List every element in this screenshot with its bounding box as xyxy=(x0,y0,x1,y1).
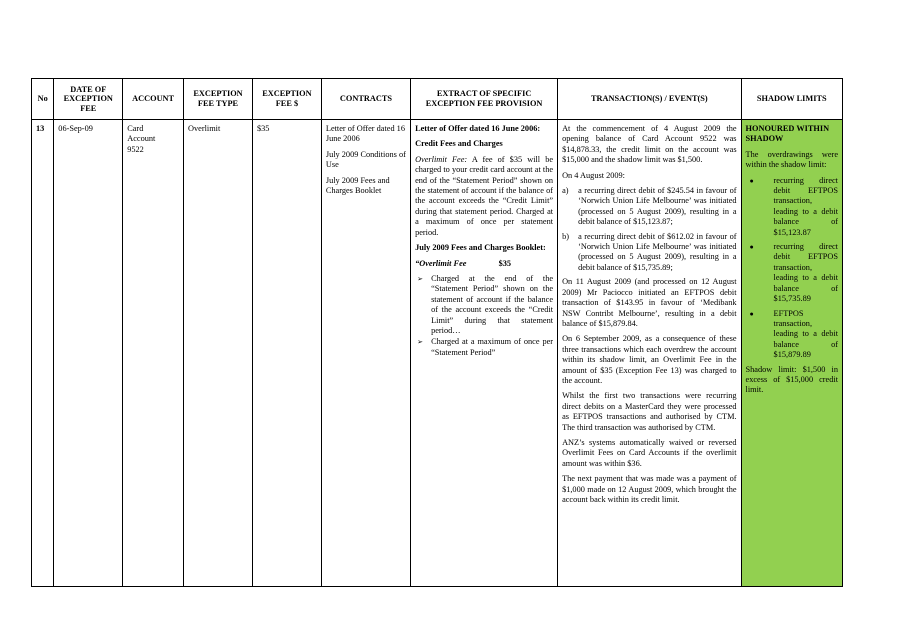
bullet-dot-icon: ● xyxy=(749,176,754,185)
list-item xyxy=(417,274,553,336)
header-date: DATE OF EXCEPTION FEE xyxy=(54,79,123,120)
header-contracts: CONTRACTS xyxy=(321,79,410,120)
contract-item: July 2009 Fees and Charges Booklet xyxy=(325,175,390,196)
tx-intro: At the commencement of 4 August 2009 the opening balance of Card Account 9522 was $14,878.33, the credit limit on the account was $15,000 and the shadow limit was $1,500. xyxy=(562,124,737,165)
bullet-text: Charged at the end of the “Statement Period” shown on the statement of account if the balance of the account exceeds the “Credit Limit” during that statement period… xyxy=(431,273,554,335)
shadow-item-text: recurring direct debit EFTPOS transaction, leading to a debit balance of $15,735.89 xyxy=(773,242,838,304)
cell-no: 13 xyxy=(32,120,54,587)
contract-item: Letter of Offer dated 16 June 2006 xyxy=(325,124,405,144)
overlimit-text: A fee of $35 will be charged to your credit card account at the end of the “Statement Period” shown on the statement of account if the balance of the account exceeds the “Credit Limit” during that statement period. Charged at a maximum of once per statement period. xyxy=(415,154,554,237)
list-item xyxy=(750,242,838,304)
cell-shadow-limits xyxy=(741,120,842,587)
item-marker: a) xyxy=(562,186,569,196)
extract-heading-offer: Letter of Offer dated 16 June 2006: xyxy=(415,124,541,133)
list-item xyxy=(750,309,838,361)
item-text: a recurring direct debit of $245.54 in favour of ‘Norwich Union Life Melbourne’ was initiated (processed on 5 August 2009), resulting in a debit balance of $15,123.87; xyxy=(578,186,737,227)
header-shadow-limits: SHADOW LIMITS xyxy=(741,79,842,120)
fee-value: $35 xyxy=(498,259,512,269)
arrow-bullet-icon: ➢ xyxy=(417,274,423,283)
header-extract: EXTRACT OF SPECIFIC EXCEPTION FEE PROVISION xyxy=(411,79,558,120)
table-row xyxy=(32,120,843,587)
bullet-text: Charged at a maximum of once per “Statement Period” xyxy=(431,337,554,357)
cell-date: 06-Sep-09 xyxy=(54,120,123,587)
shadow-intro: The overdrawings were within the shadow limit: xyxy=(745,149,838,170)
shadow-footer: Shadow limit: $1,500 in excess of $15,000 credit limit. xyxy=(745,364,838,395)
tx-paragraph: On 11 August 2009 (and processed on 12 August 2009) Mr Paciocco initiated an EFTPOS debit transaction of $143.95 in favour of ‘Medibank NSW Contribt Melbourne’, resulting in a debit balance of $15,879.84. xyxy=(562,277,737,328)
shadow-item-text: EFTPOS transaction, leading to a debit balance of $15,879.89 xyxy=(773,308,838,360)
cell-extract xyxy=(411,120,558,587)
fee-heading xyxy=(415,259,511,269)
cell-contracts xyxy=(321,120,410,587)
fee-title: “Overlimit Fee xyxy=(415,259,467,269)
extract-heading-credit-fees: Credit Fees and Charges xyxy=(415,139,503,149)
tx-paragraph: Whilst the first two transactions were recurring direct debits on a MasterCard they were processed as EFTPOS transactions and authorised by CTM. The third transaction was authorised by CTM. xyxy=(562,391,737,432)
header-account: ACCOUNT xyxy=(123,79,184,120)
cell-fee-type: Overlimit xyxy=(184,120,253,587)
tx-paragraph: ANZ’s systems automatically waived or reversed Overlimit Fees on Card Accounts if the overlimit amount was within $36. xyxy=(562,437,737,468)
shadow-title: HONOURED WITHIN SHADOW xyxy=(745,124,830,144)
list-item xyxy=(417,337,553,358)
cell-fee-amount: $35 xyxy=(252,120,321,587)
item-text: a recurring direct debit of $612.02 in favour of ‘Norwich Union Life Melbourne’ was initiated (processed on 5 August 2009), resulting in a debit balance of $15,735.89; xyxy=(578,231,737,272)
header-fee-amount: EXCEPTION FEE $ xyxy=(252,79,321,120)
tx-date-line: On 4 August 2009: xyxy=(562,170,625,180)
arrow-bullet-icon: ➢ xyxy=(417,338,423,347)
list-item xyxy=(750,176,838,238)
header-fee-type: EXCEPTION FEE TYPE xyxy=(184,79,253,120)
header-row xyxy=(32,79,843,120)
list-item xyxy=(562,186,736,228)
cell-transactions xyxy=(558,120,741,587)
list-item xyxy=(562,232,736,274)
header-transactions: TRANSACTION(S) / EVENT(S) xyxy=(558,79,741,120)
bullet-dot-icon: ● xyxy=(749,309,754,318)
account-text: Card Account 9522 xyxy=(127,124,156,154)
header-no: No xyxy=(32,79,54,120)
tx-paragraph: The next payment that was made was a payment of $1,000 made on 12 August 2009, which brought the account back within its credit limit. xyxy=(562,474,737,504)
item-marker: b) xyxy=(562,231,569,241)
contract-item: July 2009 Conditions of Use xyxy=(325,149,406,170)
bullet-dot-icon: ● xyxy=(749,243,754,252)
exception-fee-table xyxy=(31,78,843,587)
extract-heading-booklet: July 2009 Fees and Charges Booklet: xyxy=(415,243,546,253)
extract-overlimit-paragraph xyxy=(415,155,553,238)
shadow-item-text: recurring direct debit EFTPOS transaction, leading to a debit balance of $15,123.87 xyxy=(773,175,838,237)
overlimit-label: Overlimit Fee: xyxy=(415,154,468,164)
tx-paragraph: On 6 September 2009, as a consequence of these three transactions which each overdrew the account within its shadow limit, an Overlimit Fee in the amount of $35 (Exception Fee 13) was charged to the account. xyxy=(562,334,737,385)
cell-account xyxy=(123,120,184,587)
